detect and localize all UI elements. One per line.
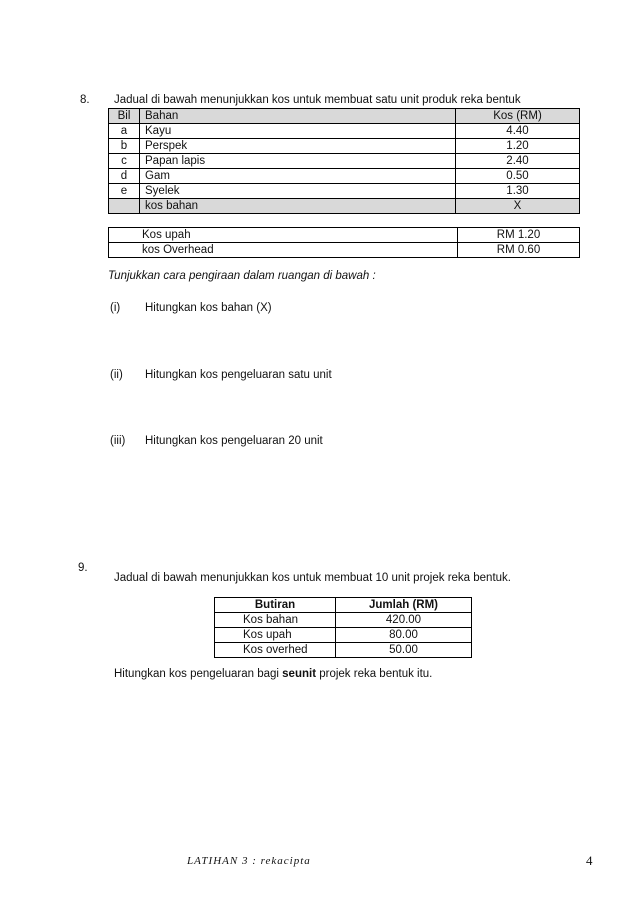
header-kos: Kos (RM) <box>456 109 580 124</box>
cell-butiran: Kos bahan <box>215 613 336 628</box>
q9-question-pre: Hitungkan kos pengeluaran bagi <box>114 668 283 680</box>
table-row <box>109 228 580 243</box>
table-total-row <box>109 199 580 214</box>
cell-bahan: Papan lapis <box>140 154 456 169</box>
cell-kos-bahan-label: kos bahan <box>140 199 456 214</box>
part-text: Hitungkan kos pengeluaran satu unit <box>145 369 332 381</box>
table-header-row <box>215 598 472 613</box>
part-text: Hitungkan kos pengeluaran 20 unit <box>145 435 323 447</box>
cell-bahan: Perspek <box>140 139 456 154</box>
q8-intro: Jadual di bawah menunjukkan kos untuk membuat satu unit produk reka bentuk <box>114 94 521 106</box>
cell-value: RM 0.60 <box>458 243 580 258</box>
cell-kos: 1.20 <box>456 139 580 154</box>
q9-question <box>114 668 432 680</box>
table-row <box>109 154 580 169</box>
cell-kos: 2.40 <box>456 154 580 169</box>
page-number: 4 <box>586 853 593 868</box>
cell-butiran: Kos overhed <box>215 643 336 658</box>
table-row <box>109 169 580 184</box>
cell-kos: 4.40 <box>456 124 580 139</box>
table-row <box>215 613 472 628</box>
cell-bil: a <box>109 124 140 139</box>
cell-jumlah: 420.00 <box>336 613 472 628</box>
part-label: (i) <box>110 302 121 314</box>
q8-materials-table <box>108 108 580 214</box>
q8-overhead-table <box>108 227 580 258</box>
cell-kos: 1.30 <box>456 184 580 199</box>
cell-kos: 0.50 <box>456 169 580 184</box>
part-label: (iii) <box>110 435 126 447</box>
table-row <box>109 139 580 154</box>
cell-butiran: Kos upah <box>215 628 336 643</box>
table-row <box>109 243 580 258</box>
cell-bil: e <box>109 184 140 199</box>
header-jumlah: Jumlah (RM) <box>336 598 472 613</box>
cell-value: RM 1.20 <box>458 228 580 243</box>
table-row <box>215 628 472 643</box>
header-butiran: Butiran <box>215 598 336 613</box>
header-bahan: Bahan <box>140 109 456 124</box>
cell-bil: d <box>109 169 140 184</box>
footer-text: LATIHAN 3 : rekacipta <box>187 855 311 867</box>
cell-bahan: Gam <box>140 169 456 184</box>
header-bil: Bil <box>109 109 140 124</box>
q8-number: 8. <box>80 94 90 106</box>
cell-jumlah: 80.00 <box>336 628 472 643</box>
cell-bil: b <box>109 139 140 154</box>
cell-bil <box>109 199 140 214</box>
part-label: (ii) <box>110 369 123 381</box>
table-header-row <box>109 109 580 124</box>
q9-number: 9. <box>78 562 88 574</box>
cell-item: kos Overhead <box>109 243 458 258</box>
table-row <box>109 124 580 139</box>
part-text: Hitungkan kos bahan (X) <box>145 302 272 314</box>
cell-bahan: Kayu <box>140 124 456 139</box>
q8-instruction: Tunjukkan cara pengiraan dalam ruangan di bawah : <box>108 270 376 282</box>
cell-jumlah: 50.00 <box>336 643 472 658</box>
cell-bahan: Syelek <box>140 184 456 199</box>
q9-question-bold: seunit <box>282 668 317 680</box>
cell-kos-bahan-value: X <box>456 199 580 214</box>
q9-cost-table <box>214 597 472 658</box>
q9-intro: Jadual di bawah menunjukkan kos untuk membuat 10 unit projek reka bentuk. <box>114 572 511 584</box>
cell-bil: c <box>109 154 140 169</box>
q9-question-post: projek reka bentuk itu. <box>316 668 433 680</box>
table-row <box>215 643 472 658</box>
table-row <box>109 184 580 199</box>
cell-item: Kos upah <box>109 228 458 243</box>
